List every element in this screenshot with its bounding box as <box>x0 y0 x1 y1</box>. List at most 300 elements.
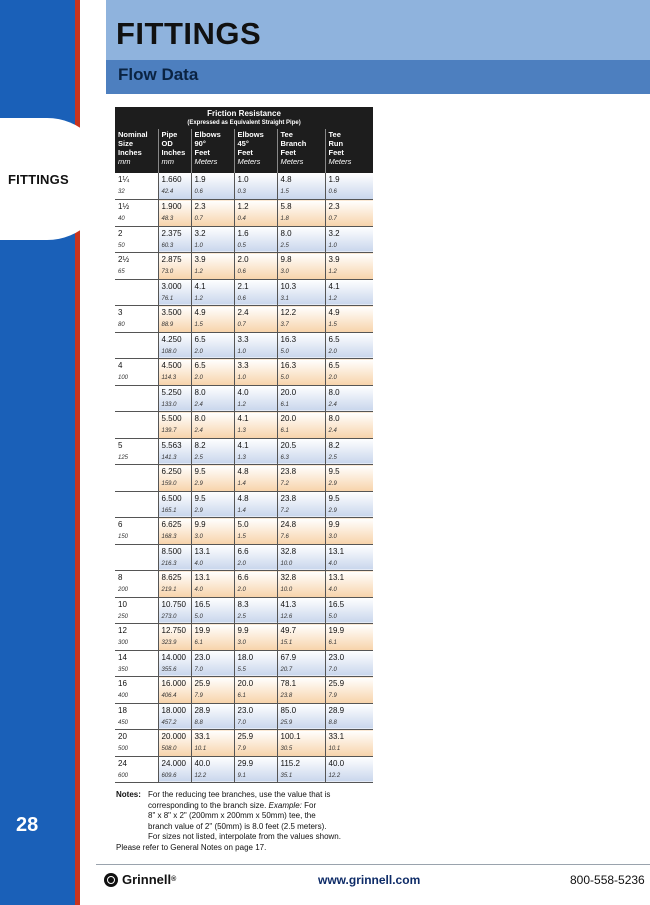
imperial-value: 8.0 <box>194 414 206 423</box>
imperial-value: 9.8 <box>280 255 292 264</box>
imperial-value: 24.8 <box>280 520 297 529</box>
imperial-value: 4.500 <box>161 361 182 370</box>
metric-value: 1.8 <box>280 216 289 222</box>
metric-value: 40 <box>118 216 125 222</box>
table-cell <box>158 624 191 651</box>
imperial-value: 3.3 <box>237 361 249 370</box>
imperial-value: 2.0 <box>237 255 249 264</box>
metric-value: 42.4 <box>161 189 174 195</box>
metric-value: 2.0 <box>194 348 203 355</box>
imperial-value: 16.3 <box>280 361 297 370</box>
table-cell <box>158 279 191 306</box>
metric-value: 25.9 <box>280 719 293 726</box>
metric-value: 1.3 <box>237 454 246 461</box>
imperial-value: 9.9 <box>237 626 249 635</box>
imperial-value: 8.2 <box>194 440 206 450</box>
column-header-pipe-od: Pipe OD Inches mm <box>158 129 191 173</box>
table-cell <box>325 438 373 465</box>
table-cell <box>234 597 277 624</box>
table-cell <box>115 730 158 757</box>
imperial-value: 8 <box>118 573 123 582</box>
table-title-text: Friction Resistance <box>207 109 281 118</box>
imperial-value: 3.9 <box>194 255 206 264</box>
imperial-value: 1.0 <box>237 175 249 184</box>
column-header-tee-branch: Tee Branch Feet Meters <box>277 129 325 173</box>
table-cell <box>115 703 158 730</box>
imperial-value: 49.7 <box>280 626 297 635</box>
imperial-value: 8.2 <box>328 440 340 450</box>
imperial-value: 28.9 <box>328 705 345 715</box>
column-header-nominal-size: Nominal Size Inches mm <box>115 129 158 173</box>
metric-value: 12.2 <box>328 772 341 779</box>
table-row <box>115 465 373 492</box>
table-cell <box>115 412 158 439</box>
metric-value: 10.0 <box>280 587 293 593</box>
imperial-value: 16.000 <box>161 679 186 688</box>
imperial-value: 16 <box>118 679 127 688</box>
table-cell <box>115 571 158 598</box>
table-cell <box>191 253 234 280</box>
metric-value: 250 <box>118 613 129 620</box>
table-row <box>115 518 373 545</box>
metric-value: 3.1 <box>280 295 289 302</box>
table-cell <box>115 465 158 492</box>
metric-value: 4.0 <box>328 587 337 593</box>
metric-value: 2.4 <box>194 401 203 408</box>
general-notes-reference: Please refer to General Notes on page 17. <box>116 842 267 852</box>
metric-value: 450 <box>118 719 129 726</box>
table-cell <box>277 624 325 651</box>
metric-value: 8.8 <box>194 719 203 726</box>
table-cell <box>158 571 191 598</box>
table-cell <box>234 491 277 518</box>
footer-divider <box>96 864 650 865</box>
imperial-value: 4.1 <box>237 440 249 450</box>
table-cell <box>158 544 191 571</box>
table-cell <box>325 226 373 253</box>
table-cell <box>191 173 234 200</box>
imperial-value: 8.0 <box>328 387 340 397</box>
imperial-value: 1.900 <box>161 202 182 211</box>
table-cell <box>115 332 158 359</box>
table-cell <box>191 412 234 439</box>
imperial-value: 18 <box>118 705 127 715</box>
imperial-value: 23.8 <box>280 493 297 503</box>
table-cell <box>115 624 158 651</box>
table-cell <box>234 306 277 333</box>
imperial-value: 18.0 <box>237 652 254 662</box>
imperial-value: 6.5 <box>194 361 206 370</box>
metric-value: 7.9 <box>237 746 246 752</box>
imperial-value: 24 <box>118 758 127 768</box>
notes-line: corresponding to the branch size. Example: For <box>148 800 317 810</box>
metric-value: 1.2 <box>194 295 203 302</box>
imperial-value: 5 <box>118 440 123 450</box>
metric-value: 23.8 <box>280 693 293 699</box>
table-cell <box>234 279 277 306</box>
imperial-value: 9.5 <box>194 493 206 503</box>
metric-value: 7.9 <box>194 693 203 699</box>
imperial-value: 28.9 <box>194 705 211 715</box>
imperial-value: 20.000 <box>161 732 186 741</box>
table-cell <box>277 650 325 677</box>
table-cell <box>325 173 373 200</box>
metric-value: 6.1 <box>237 693 246 699</box>
table-cell <box>234 359 277 386</box>
imperial-value: 23.0 <box>237 705 254 715</box>
table-cell <box>277 253 325 280</box>
table-cell <box>115 544 158 571</box>
table-cell <box>191 279 234 306</box>
table-cell <box>277 279 325 306</box>
imperial-value: 10.750 <box>161 599 186 609</box>
imperial-value: 2.1 <box>237 281 249 291</box>
table-row <box>115 200 373 227</box>
table-cell <box>277 173 325 200</box>
imperial-value: 9.9 <box>194 520 206 529</box>
metric-value: 0.7 <box>194 216 203 222</box>
metric-value: 2.5 <box>280 242 289 249</box>
table-cell <box>277 491 325 518</box>
metric-value: 15.1 <box>280 640 293 646</box>
imperial-value: 4.9 <box>328 308 340 317</box>
imperial-value: 18.000 <box>161 705 186 715</box>
metric-value: 1.5 <box>328 322 337 328</box>
table-cell <box>325 518 373 545</box>
metric-value: 4.0 <box>194 560 203 567</box>
imperial-value: 14.000 <box>161 652 186 662</box>
metric-value: 1.5 <box>194 322 203 328</box>
table-title <box>115 107 373 129</box>
column-header-elbows-90: Elbows 90° Feet Meters <box>191 129 234 173</box>
imperial-value: 3.2 <box>194 228 206 238</box>
metric-value: 300 <box>118 640 129 646</box>
table-cell <box>325 756 373 783</box>
imperial-value: 2 <box>118 228 123 238</box>
table-cell <box>277 226 325 253</box>
table-cell <box>158 518 191 545</box>
table-row <box>115 597 373 624</box>
metric-value: 350 <box>118 666 129 673</box>
metric-value: 0.6 <box>237 295 246 302</box>
imperial-value: 67.9 <box>280 652 297 662</box>
table-cell <box>325 491 373 518</box>
table-cell <box>234 465 277 492</box>
imperial-value: 6.5 <box>328 334 340 344</box>
metric-value: 0.7 <box>328 216 337 222</box>
metric-value: 125 <box>118 454 129 461</box>
metric-value: 2.9 <box>194 507 203 514</box>
imperial-value: 10 <box>118 599 127 609</box>
imperial-value: 4.9 <box>194 308 206 317</box>
metric-value: 355.6 <box>161 666 177 673</box>
metric-value: 2.4 <box>328 401 337 408</box>
column-header-elbows-45: Elbows 45° Feet Meters <box>234 129 277 173</box>
imperial-value: 3.000 <box>161 281 182 291</box>
metric-value: 100 <box>118 375 129 381</box>
metric-value: 10.0 <box>280 560 293 567</box>
table-row <box>115 756 373 783</box>
metric-value: 2.9 <box>328 481 337 487</box>
imperial-value: 23.0 <box>194 652 211 662</box>
imperial-value: 3.500 <box>161 308 182 317</box>
metric-value: 35.1 <box>280 772 293 779</box>
table-row <box>115 279 373 306</box>
table-cell <box>115 438 158 465</box>
imperial-value: 8.3 <box>237 599 249 609</box>
imperial-value: 13.1 <box>328 573 345 582</box>
table-cell <box>277 730 325 757</box>
metric-value: 65 <box>118 269 125 275</box>
metric-value: 7.0 <box>194 666 203 673</box>
table-cell <box>234 677 277 704</box>
table-cell <box>158 332 191 359</box>
table-cell <box>115 173 158 200</box>
metric-value: 7.6 <box>280 534 289 540</box>
imperial-value: 5.0 <box>237 520 249 529</box>
imperial-value: 40.0 <box>194 758 211 768</box>
table-cell <box>191 438 234 465</box>
metric-value: 1.0 <box>237 375 246 381</box>
table-cell <box>234 756 277 783</box>
table-cell <box>325 624 373 651</box>
website-link[interactable]: www.grinnell.com <box>318 873 421 887</box>
imperial-value: 8.625 <box>161 573 182 582</box>
table-cell <box>325 597 373 624</box>
metric-value: 7.2 <box>280 507 289 514</box>
imperial-value: 6.250 <box>161 467 182 476</box>
imperial-value: 16.3 <box>280 334 297 344</box>
metric-value: 2.0 <box>237 587 246 593</box>
imperial-value: 20 <box>118 732 127 741</box>
imperial-value: 2½ <box>118 255 130 264</box>
table-cell <box>158 173 191 200</box>
imperial-value: 6.625 <box>161 520 182 529</box>
metric-value: 500 <box>118 746 129 752</box>
table-cell <box>191 756 234 783</box>
metric-value: 141.3 <box>161 454 177 461</box>
imperial-value: 5.8 <box>280 202 292 211</box>
imperial-value: 9.9 <box>328 520 340 529</box>
table-cell <box>277 597 325 624</box>
table-cell <box>325 544 373 571</box>
table-row <box>115 438 373 465</box>
table-cell <box>191 359 234 386</box>
imperial-value: 8.0 <box>194 387 206 397</box>
table-cell <box>325 253 373 280</box>
imperial-value: 4.250 <box>161 334 182 344</box>
imperial-value: 4.8 <box>237 467 249 476</box>
table-cell <box>277 359 325 386</box>
metric-value: 219.1 <box>161 587 177 593</box>
friction-resistance-table <box>115 107 373 783</box>
imperial-value: 1¼ <box>118 175 130 184</box>
table-cell <box>277 412 325 439</box>
table-cell <box>115 491 158 518</box>
metric-value: 1.2 <box>328 295 337 302</box>
table-cell <box>115 279 158 306</box>
table-cell <box>234 385 277 412</box>
metric-value: 4.0 <box>328 560 337 567</box>
imperial-value: 41.3 <box>280 599 297 609</box>
metric-value: 2.4 <box>328 428 337 434</box>
metric-value: 0.6 <box>237 269 246 275</box>
table-cell <box>277 332 325 359</box>
imperial-value: 3.3 <box>237 334 249 344</box>
imperial-value: 6.5 <box>328 361 340 370</box>
table-row <box>115 571 373 598</box>
table-cell <box>115 253 158 280</box>
metric-value: 168.3 <box>161 534 177 540</box>
metric-value: 3.7 <box>280 322 289 328</box>
metric-value: 1.5 <box>280 189 289 195</box>
table-cell <box>158 703 191 730</box>
table-cell <box>158 385 191 412</box>
metric-value: 2.0 <box>237 560 246 567</box>
imperial-value: 2.875 <box>161 255 182 264</box>
metric-value: 200 <box>118 587 129 593</box>
table-row <box>115 491 373 518</box>
metric-value: 7.9 <box>328 693 337 699</box>
table-cell <box>234 730 277 757</box>
metric-value: 48.3 <box>161 216 174 222</box>
table-cell <box>191 597 234 624</box>
metric-value: 1.4 <box>237 507 246 514</box>
imperial-value: 13.1 <box>328 546 345 556</box>
imperial-value: 16.5 <box>328 599 345 609</box>
table-cell <box>158 359 191 386</box>
metric-value: 20.7 <box>280 666 293 673</box>
page-number: 28 <box>16 814 39 836</box>
metric-value: 1.0 <box>237 348 246 355</box>
imperial-value: 4 <box>118 361 123 370</box>
table-cell <box>158 465 191 492</box>
table-cell <box>325 650 373 677</box>
metric-value: 0.4 <box>237 216 246 222</box>
table-cell <box>191 703 234 730</box>
table-cell <box>234 226 277 253</box>
metric-value: 12.2 <box>194 772 207 779</box>
table-cell <box>115 200 158 227</box>
imperial-value: 29.9 <box>237 758 254 768</box>
table-cell <box>115 385 158 412</box>
metric-value: 150 <box>118 534 129 540</box>
table-cell <box>277 703 325 730</box>
table-cell <box>325 465 373 492</box>
metric-value: 2.0 <box>328 348 337 355</box>
notes-line: 8" x 8" x 2" (200mm x 200mm x 50mm) tee, the <box>148 811 316 820</box>
imperial-value: 9.5 <box>328 493 340 503</box>
metric-value: 9.1 <box>237 772 246 779</box>
imperial-value: 4.0 <box>237 387 249 397</box>
page-title: FITTINGS <box>116 16 262 51</box>
table-row <box>115 730 373 757</box>
metric-value: 2.5 <box>328 454 337 461</box>
table-cell <box>115 677 158 704</box>
metric-value: 2.5 <box>194 454 203 461</box>
imperial-value: 25.9 <box>237 732 254 741</box>
table-row <box>115 332 373 359</box>
metric-value: 76.1 <box>161 295 174 302</box>
table-row <box>115 306 373 333</box>
table-row <box>115 385 373 412</box>
metric-value: 30.5 <box>280 746 293 752</box>
metric-value: 1.2 <box>194 269 203 275</box>
table-cell <box>234 173 277 200</box>
imperial-value: 20.0 <box>280 387 297 397</box>
table-cell <box>325 359 373 386</box>
metric-value: 50 <box>118 242 125 249</box>
imperial-value: 4.1 <box>194 281 206 291</box>
table-cell <box>191 226 234 253</box>
imperial-value: 12.750 <box>161 626 186 635</box>
metric-value: 2.5 <box>237 613 246 620</box>
table-row <box>115 359 373 386</box>
grinnell-logo <box>104 872 176 887</box>
metric-value: 1.5 <box>237 534 246 540</box>
metric-value: 2.9 <box>194 481 203 487</box>
imperial-value: 23.0 <box>328 652 345 662</box>
imperial-value: 6 <box>118 520 123 529</box>
imperial-value: 8.0 <box>280 228 292 238</box>
table-cell <box>277 571 325 598</box>
table-cell <box>325 571 373 598</box>
metric-value: 0.5 <box>237 242 246 249</box>
section-tab-label: FITTINGS <box>8 172 69 187</box>
table-cell <box>277 544 325 571</box>
phone-number: 800-558-5236 <box>570 873 645 887</box>
notes-line: branch value of 2" (50mm) is 8.0 feet (2.5 meters). <box>148 821 327 831</box>
imperial-value: 8.0 <box>328 414 340 423</box>
table-cell <box>191 332 234 359</box>
trademark-symbol: ® <box>171 876 177 883</box>
table-cell <box>191 730 234 757</box>
metric-value: 600 <box>118 772 129 779</box>
metric-value: 133.0 <box>161 401 177 408</box>
imperial-value: 9.5 <box>194 467 206 476</box>
table-cell <box>277 518 325 545</box>
metric-value: 6.1 <box>280 428 289 434</box>
imperial-value: 2.3 <box>194 202 206 211</box>
brand-name: Grinnell <box>122 872 172 887</box>
metric-value: 609.6 <box>161 772 177 779</box>
imperial-value: 3 <box>118 308 123 317</box>
table-cell <box>191 571 234 598</box>
table-cell <box>234 650 277 677</box>
table-cell <box>158 597 191 624</box>
table-cell <box>115 359 158 386</box>
metric-value: 60.3 <box>161 242 174 249</box>
table-cell <box>115 756 158 783</box>
notes-label: Notes: <box>116 790 141 799</box>
metric-value: 5.0 <box>328 613 337 620</box>
table-cell <box>325 385 373 412</box>
metric-value: 2.0 <box>328 375 337 381</box>
imperial-value: 115.2 <box>280 758 300 768</box>
metric-value: 7.2 <box>280 481 289 487</box>
imperial-value: 1.6 <box>237 228 249 238</box>
table-cell <box>234 200 277 227</box>
metric-value: 114.3 <box>161 375 177 381</box>
table-cell <box>277 306 325 333</box>
metric-value: 139.7 <box>161 428 177 434</box>
table-cell <box>325 677 373 704</box>
table-cell <box>191 624 234 651</box>
metric-value: 32 <box>118 189 125 195</box>
metric-value: 6.1 <box>280 401 289 408</box>
table-row <box>115 253 373 280</box>
table-cell <box>234 571 277 598</box>
